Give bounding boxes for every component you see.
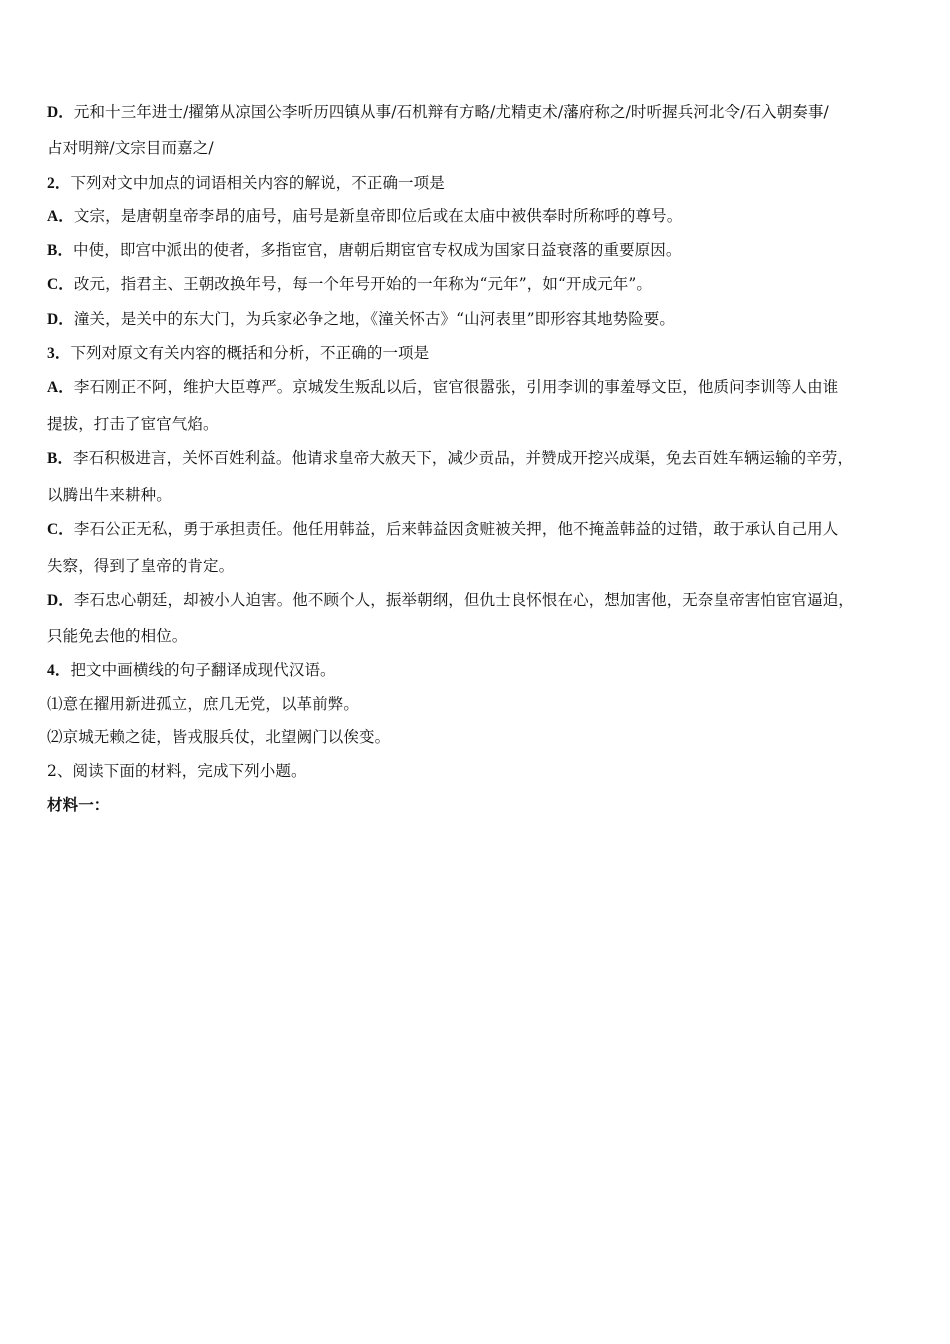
option-text: 元和十三年进士/擢第从凉国公李听历四镇从事/石机辩有方略/尤精吏术/藩府称之/时听握兵河北令/石入朝奏事/: [73, 103, 829, 121]
option-text: 文宗，是唐朝皇帝李昂的庙号，庙号是新皇帝即位后或在太庙中被供奉时所称呼的尊号。: [73, 207, 683, 225]
option-label: D．: [47, 311, 74, 328]
q4-stem: [47, 659, 907, 682]
option-text: 李石积极进言，关怀百姓利益。他请求皇帝大赦天下，减少贡品，并赞成开挖兴成渠，免去百姓车辆运输的辛劳，: [73, 449, 854, 467]
question-number: 2．: [47, 175, 71, 192]
question-number: 3．: [47, 345, 71, 362]
q3-option-c-line1: [47, 518, 907, 541]
q1-option-d-line1: [47, 101, 907, 124]
option-text: 李石忠心朝廷，却被小人迫害。他不顾个人，振举朝纲，但仇士良怀恨在心，想加害他，无奈皇帝害怕宦官逼迫，: [73, 591, 854, 609]
option-text: 失察，得到了皇帝的肯定。: [47, 557, 235, 575]
option-text: 改元，指君主、王朝改换年号，每一个年号开始的一年称为“元年”，如“开成元年”。: [73, 275, 653, 293]
q2-option-d: [47, 308, 907, 331]
translation-item: ⑵京城无赖之徒，皆戎服兵仗，北望阙门以俟变。: [47, 728, 391, 746]
option-label: C．: [47, 521, 74, 538]
option-text: 中使，即宫中派出的使者，多指宦官，唐朝后期宦官专权成为国家日益衰落的重要原因。: [73, 241, 682, 259]
option-label: C．: [47, 276, 74, 293]
question-stem: 下列对原文有关内容的概括和分析，不正确的一项是: [70, 344, 430, 362]
option-label: A．: [47, 379, 74, 396]
q3-option-d-line2: [47, 625, 907, 647]
option-label: A．: [47, 208, 74, 225]
q3-stem: [47, 342, 907, 365]
q3-option-d-line1: [47, 589, 907, 612]
translation-item: ⑴意在擢用新进孤立，庶几无党，以革前弊。: [47, 695, 360, 713]
q1-option-d-line2: [47, 137, 907, 159]
q4-item-2: [47, 726, 907, 748]
q3-option-c-line2: [47, 555, 907, 577]
q2-option-c: [47, 273, 907, 296]
option-label: D．: [47, 104, 74, 121]
section-2-heading: [47, 760, 907, 782]
material-1-label: [47, 794, 907, 816]
option-text: 潼关，是关中的东大门，为兵家必争之地，《潼关怀古》“山河表里”即形容其地势险要。: [73, 310, 676, 328]
q2-option-a: [47, 205, 907, 228]
q2-stem: [47, 172, 907, 195]
option-text: 李石刚正不阿，维护大臣尊严。京城发生叛乱以后，宦官很嚣张，引用李训的事羞辱文臣，他质问李训等人由谁: [73, 378, 839, 396]
option-label: B．: [47, 450, 74, 467]
option-text: 李石公正无私，勇于承担责任。他任用韩益，后来韩益因贪赃被关押，他不掩盖韩益的过错，敢于承认自己用人: [73, 520, 839, 538]
question-stem: 把文中画横线的句子翻译成现代汉语。: [70, 661, 336, 679]
q3-option-b-line2: [47, 484, 907, 506]
question-stem: 下列对文中加点的词语相关内容的解说，不正确一项是: [70, 174, 445, 192]
option-label: B．: [47, 242, 74, 259]
option-text: 占对明辩/文宗目而嘉之/: [47, 139, 214, 157]
q3-option-a-line2: [47, 413, 907, 435]
option-text: 只能免去他的相位。: [47, 627, 188, 645]
option-label: D．: [47, 592, 74, 609]
option-text: 以腾出牛来耕种。: [47, 486, 172, 504]
q2-option-b: [47, 239, 907, 262]
question-number: 4．: [47, 662, 71, 679]
q4-item-1: [47, 693, 907, 715]
q3-option-a-line1: [47, 376, 907, 399]
q3-option-b-line1: [47, 447, 907, 470]
material-label: 材料一：: [47, 795, 110, 814]
option-text: 提拔，打击了宦官气焰。: [47, 415, 219, 433]
section-heading: 2、阅读下面的材料，完成下列小题。: [47, 762, 307, 780]
